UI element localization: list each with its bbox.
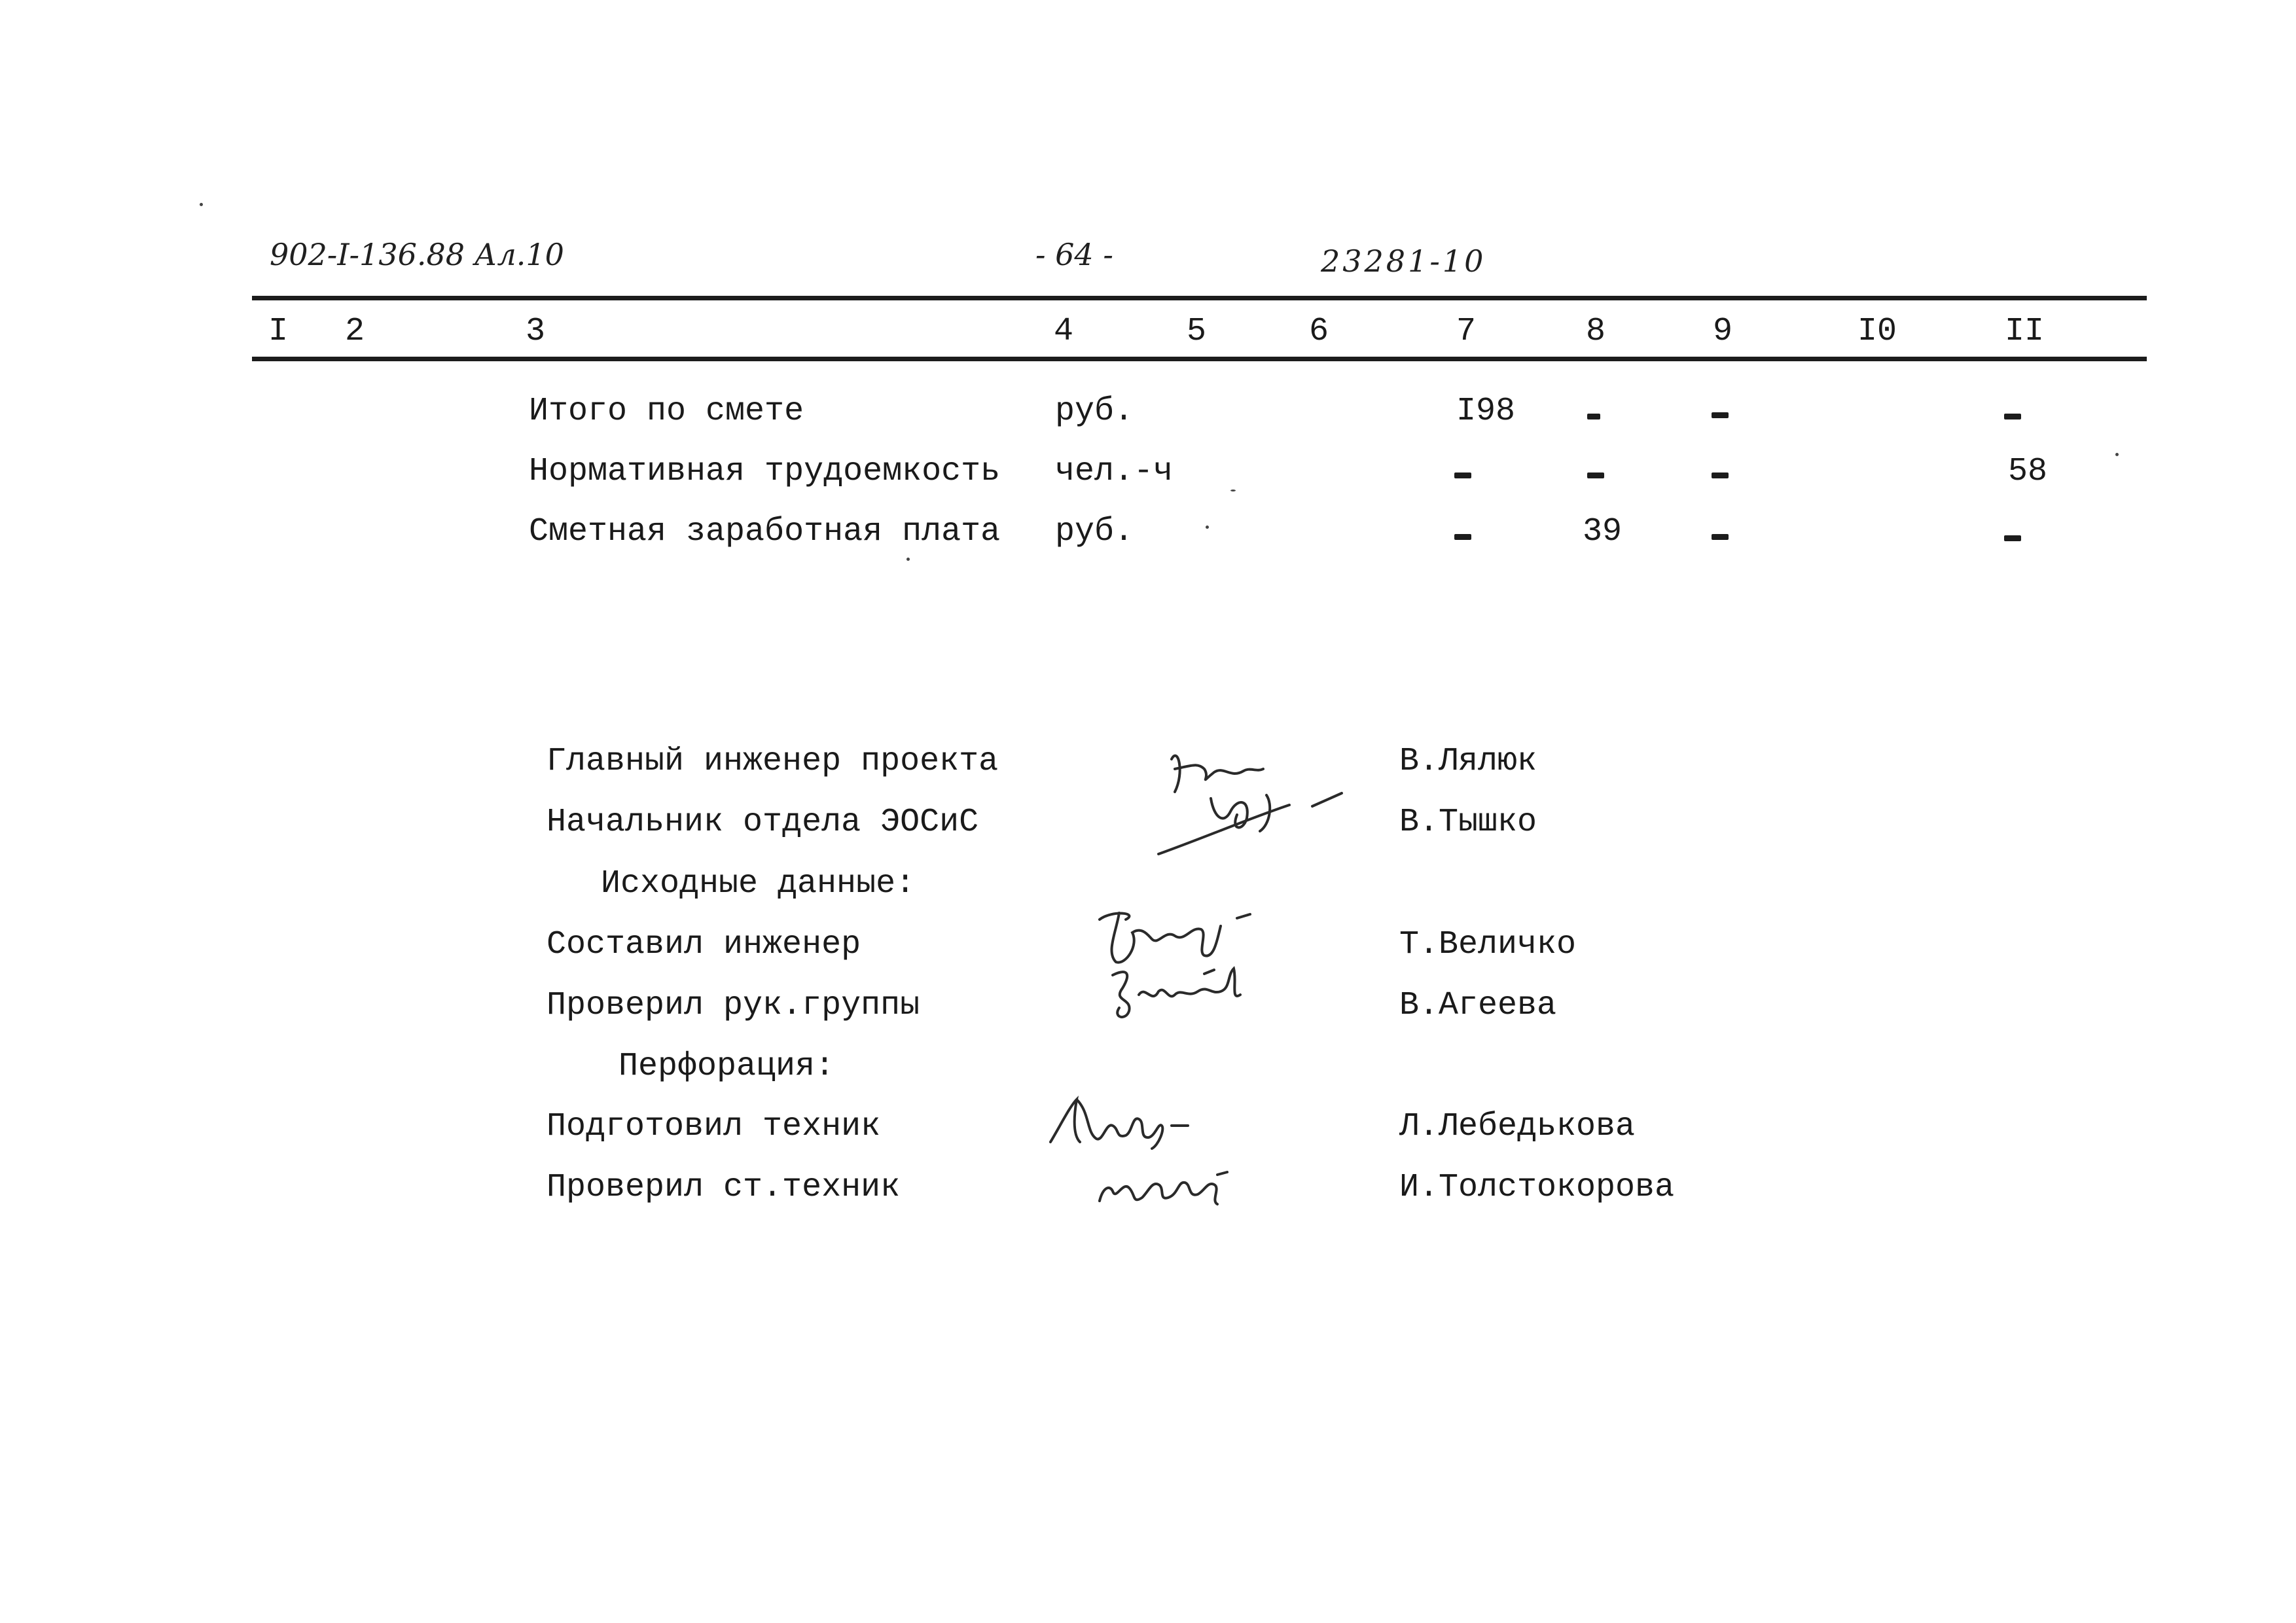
dash-mark bbox=[1712, 473, 1729, 478]
compiled-by-name: Т.Величко bbox=[1399, 926, 1577, 963]
dash-mark bbox=[1712, 412, 1729, 418]
source-data-heading: Исходные данные: bbox=[601, 865, 916, 902]
scan-speck bbox=[1230, 490, 1236, 491]
dash-mark bbox=[2004, 414, 2021, 419]
department-head-label: Начальник отдела ЭОСиС bbox=[547, 804, 979, 841]
dash-mark bbox=[1587, 473, 1604, 478]
row-name: Сметная заработная плата bbox=[529, 513, 1001, 550]
scan-speck bbox=[1206, 526, 1209, 529]
column-number: II bbox=[2004, 313, 2044, 350]
scan-speck bbox=[2115, 453, 2119, 456]
page-number: - 64 - bbox=[1035, 237, 1113, 272]
dash-mark bbox=[1587, 414, 1600, 419]
scan-speck bbox=[200, 203, 203, 206]
chief-engineer-label: Главный инженер проекта bbox=[547, 743, 999, 780]
column-number: 3 bbox=[525, 313, 545, 350]
row-name: Итого по смете bbox=[529, 393, 804, 430]
document-code: 902-I-136.88 Ал.10 bbox=[270, 237, 564, 272]
dash-mark bbox=[1712, 534, 1729, 540]
checked-senior-label: Проверил ст.техник bbox=[547, 1169, 901, 1206]
column-number: 8 bbox=[1585, 313, 1605, 350]
column-number: 4 bbox=[1053, 313, 1073, 350]
registration-number: 23281-10 bbox=[1321, 243, 1486, 279]
table-header-rule bbox=[252, 357, 2147, 361]
department-head-name: В.Тышко bbox=[1399, 804, 1537, 841]
signature-checked-group-icon bbox=[1093, 955, 1289, 1027]
prepared-by-name: Л.Лебедькова bbox=[1399, 1108, 1636, 1145]
column-number: 9 bbox=[1712, 313, 1732, 350]
signature-chief-engineer-icon bbox=[1152, 733, 1361, 864]
row-unit: чел.-ч bbox=[1055, 453, 1174, 490]
row-col7: I98 bbox=[1456, 393, 1516, 430]
column-number: 6 bbox=[1308, 313, 1329, 350]
dash-mark bbox=[1454, 473, 1471, 478]
row-col11: 58 bbox=[2008, 453, 2048, 490]
prepared-by-label: Подготовил техник bbox=[547, 1108, 881, 1145]
checked-senior-name: И.Толстокорова bbox=[1399, 1169, 1675, 1206]
column-number: I0 bbox=[1857, 313, 1897, 350]
checked-group-name: В.Агеева bbox=[1399, 987, 1557, 1024]
compiled-by-label: Составил инженер bbox=[547, 926, 861, 963]
column-number: 5 bbox=[1186, 313, 1206, 350]
row-unit: руб. bbox=[1055, 513, 1134, 550]
signature-prepared-icon bbox=[1041, 1086, 1211, 1152]
dash-mark bbox=[1454, 534, 1471, 540]
column-number: 2 bbox=[344, 313, 365, 350]
table-top-rule bbox=[252, 296, 2147, 300]
perforation-heading: Перфорация: bbox=[619, 1048, 835, 1085]
signature-checked-senior-icon bbox=[1086, 1155, 1257, 1214]
row-name: Нормативная трудоемкость bbox=[529, 453, 1001, 490]
dash-mark bbox=[2004, 535, 2021, 541]
checked-group-label: Проверил рук.группы bbox=[547, 987, 920, 1024]
column-number: 7 bbox=[1456, 313, 1476, 350]
scan-speck bbox=[906, 558, 910, 561]
row-unit: руб. bbox=[1055, 393, 1134, 430]
column-number: I bbox=[268, 313, 288, 350]
row-col8: 39 bbox=[1583, 513, 1623, 550]
chief-engineer-name: В.Лялюк bbox=[1399, 743, 1537, 780]
